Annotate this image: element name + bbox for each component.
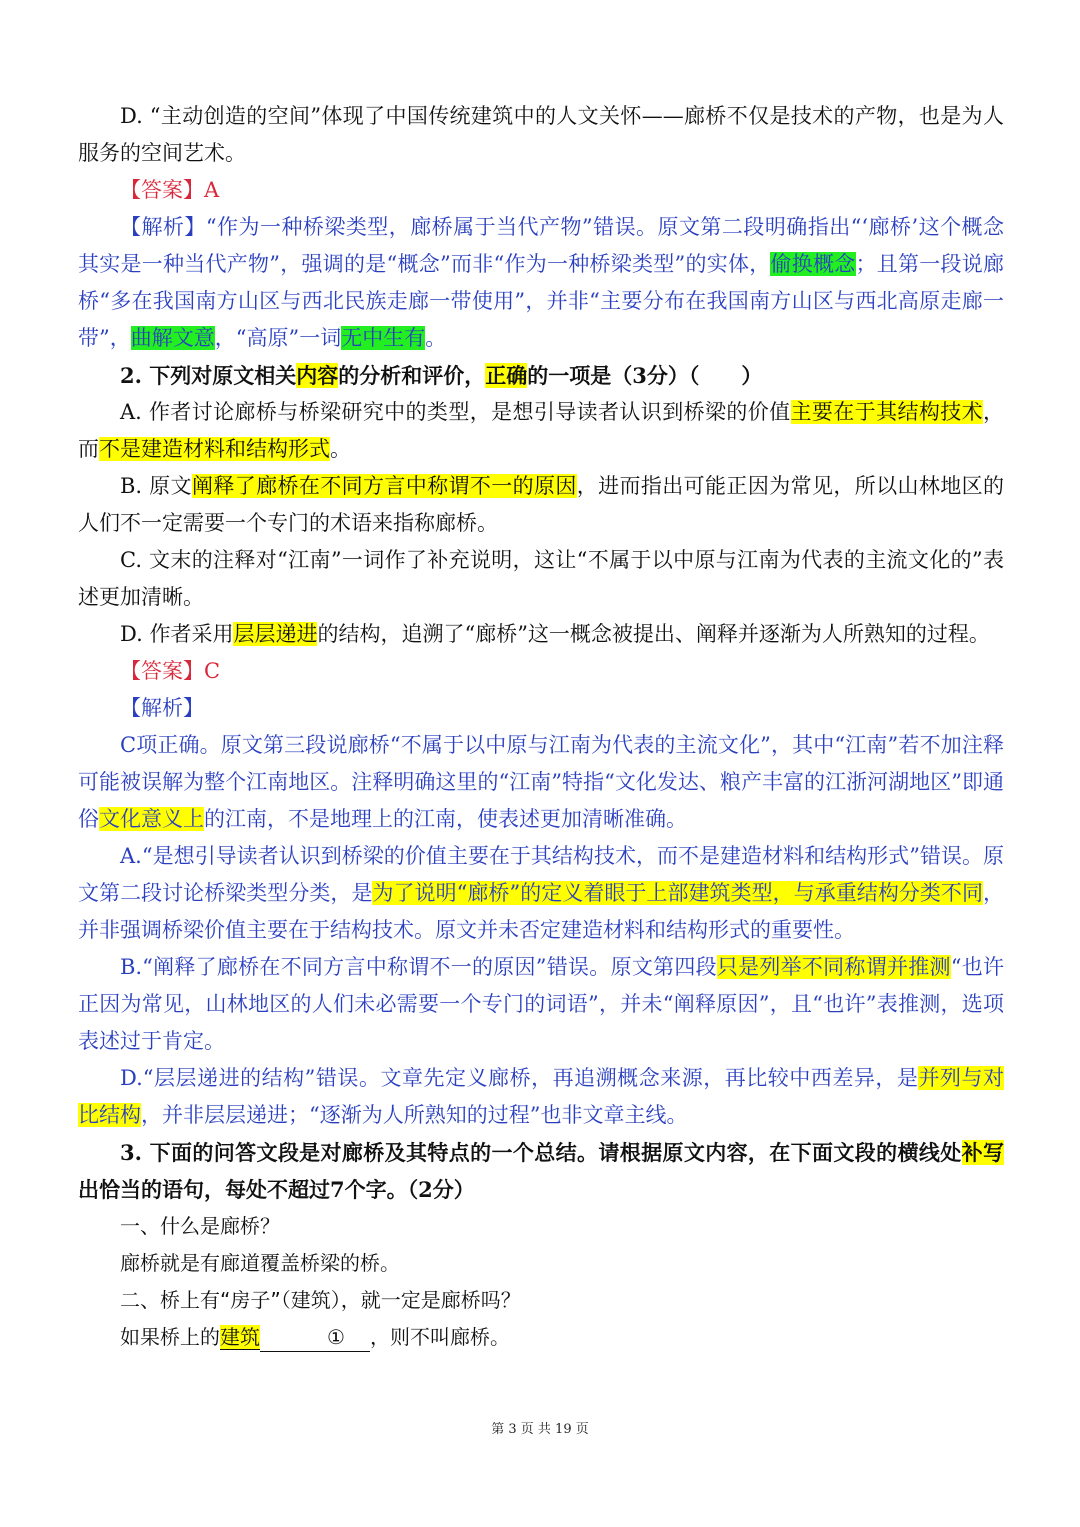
q2-option-b: B. 原文阐释了廊桥在不同方言中称谓不一的原因，进而指出可能正因为常见，所以山林地区的人们不一定需要一个专门的术语来指称廊桥。 xyxy=(78,474,1005,535)
answer-tag: 【答案】 xyxy=(120,178,204,202)
q1-analysis: 【解析】“作为一种桥梁类型，廊桥属于当代产物”错误。原文第二段明确指出“‘廊桥’这个概念其实是一种当代产物”，强调的是“概念”而非“作为一种桥梁类型”的实体，偷换概念；且第一段说廊桥“多在我国南方山区与西北民族走廊一带使用”，并非“主要分布在我国南方山区与西北高原走廊一带”，曲解文意，“高原”一词无中生有。 xyxy=(78,215,1005,350)
q2-analysis-c: C项正确。原文第三段说廊桥“不属于以中原与江南为代表的主流文化”，其中“江南”若不加注释可能被误解为整个江南地区。注释明确这里的“江南”特指“文化发达、粮产丰富的江浙河湖地区”即通俗文化意义上的江南，不是地理上的江南，使表述更加清晰准确。 xyxy=(78,733,1004,831)
highlight-yellow: 主要在于其结构技术 xyxy=(790,400,983,424)
q1-option-d: D. “主动创造的空间”体现了中国传统建筑中的人文关怀——廊桥不仅是技术的产物，也是为人服务的空间艺术。 xyxy=(78,104,1004,165)
q2-analysis-tag: 【解析】 xyxy=(120,696,204,720)
q2-option-c: C. 文末的注释对“江南”一词作了补充说明，这让“不属于以中原与江南为代表的主流文化的”表述更加清晰。 xyxy=(78,548,1004,609)
highlight-yellow: 并列与对比结构 xyxy=(78,1066,1005,1127)
highlight-yellow: 正确 xyxy=(485,363,528,388)
answer-value: C xyxy=(204,659,221,683)
highlight-yellow: 建筑 xyxy=(220,1325,260,1349)
q2-analysis-a: A.“是想引导读者认识到桥梁的价值主要在于其结构技术，而不是建造材料和结构形式”错误。原文第二段讨论桥梁类型分类，是为了说明“廊桥”的定义着眼于上部建筑类型，与承重结构分类不同，并非强调桥梁价值主要在于结构技术。原文并未否定建造材料和结构形式的重要性。 xyxy=(78,844,1004,942)
highlight-green: 曲解文意 xyxy=(130,326,215,350)
highlight-green: 无中生有 xyxy=(341,326,426,350)
highlight-yellow: 只是列举不同称谓并推测 xyxy=(716,955,951,979)
highlight-yellow: 为了说明“廊桥”的定义着眼于上部建筑类型，与承重结构分类不同 xyxy=(372,881,983,905)
highlight-yellow: 文化意义上 xyxy=(99,807,204,831)
answer-tag: 【答案】 xyxy=(120,659,204,683)
page-content xyxy=(78,98,1004,1356)
q3-line-1: 一、什么是廊桥？ xyxy=(120,1214,280,1238)
q2-stem: 2. 下列对原文相关内容的分析和评价，正确的一项是（3分）（ ） xyxy=(120,363,763,388)
q3-stem: 3. 下面的问答文段是对廊桥及其特点的一个总结。请根据原文内容，在下面文段的横线处补写出恰当的语句，每处不超过7个字。（2分） xyxy=(78,1140,1005,1202)
q2-option-d: D. 作者采用层层递进的结构，追溯了“廊桥”这一概念被提出、阐释并逐渐为人所熟知的过程。 xyxy=(120,622,990,646)
highlight-yellow: 不是建造材料和结构形式 xyxy=(99,437,330,461)
page-footer: 第 3 页 共 19 页 xyxy=(491,1422,589,1437)
q2-analysis-d: D.“层层递进的结构”错误。文章先定义廊桥，再追溯概念来源，再比较中西差异，是并列与对比结构，并非层层递进；“逐渐为人所熟知的过程”也非文章主线。 xyxy=(78,1066,1005,1127)
q3-line-3: 二、桥上有“房子”（建筑），就一定是廊桥吗？ xyxy=(120,1288,521,1312)
analysis-tag: 【解析】 xyxy=(120,215,206,239)
highlight-green: 偷换概念 xyxy=(770,252,856,276)
highlight-yellow: 阐释了廊桥在不同方言中称谓不一的原因 xyxy=(191,474,577,498)
highlight-yellow: 层层递进 xyxy=(233,622,318,646)
q2-analysis-b: B.“阐释了廊桥在不同方言中称谓不一的原因”错误。原文第四段只是列举不同称谓并推测“也许正因为常见，山林地区的人们未必需要一个专门的词语”，并未“阐释原因”，且“也许”表推测，选项表述过于肯定。 xyxy=(78,955,1005,1053)
highlight-yellow: 内容 xyxy=(296,363,339,388)
q1-answer xyxy=(78,172,1004,209)
answer-value: A xyxy=(204,178,220,202)
q2-option-a: A. 作者讨论廊桥与桥梁研究中的类型，是想引导读者认识到桥梁的价值主要在于其结构技术，而不是建造材料和结构形式。 xyxy=(78,400,1004,461)
blank-1[interactable]: ① xyxy=(260,1323,370,1352)
highlight-yellow: 补写 xyxy=(961,1140,1005,1165)
q3-line-2: 廊桥就是有廊道覆盖桥梁的桥。 xyxy=(120,1251,400,1275)
q2-answer xyxy=(78,653,1004,690)
q3-line-4: 如果桥上的建筑 ① ，则不叫廊桥。 xyxy=(78,1319,1004,1356)
